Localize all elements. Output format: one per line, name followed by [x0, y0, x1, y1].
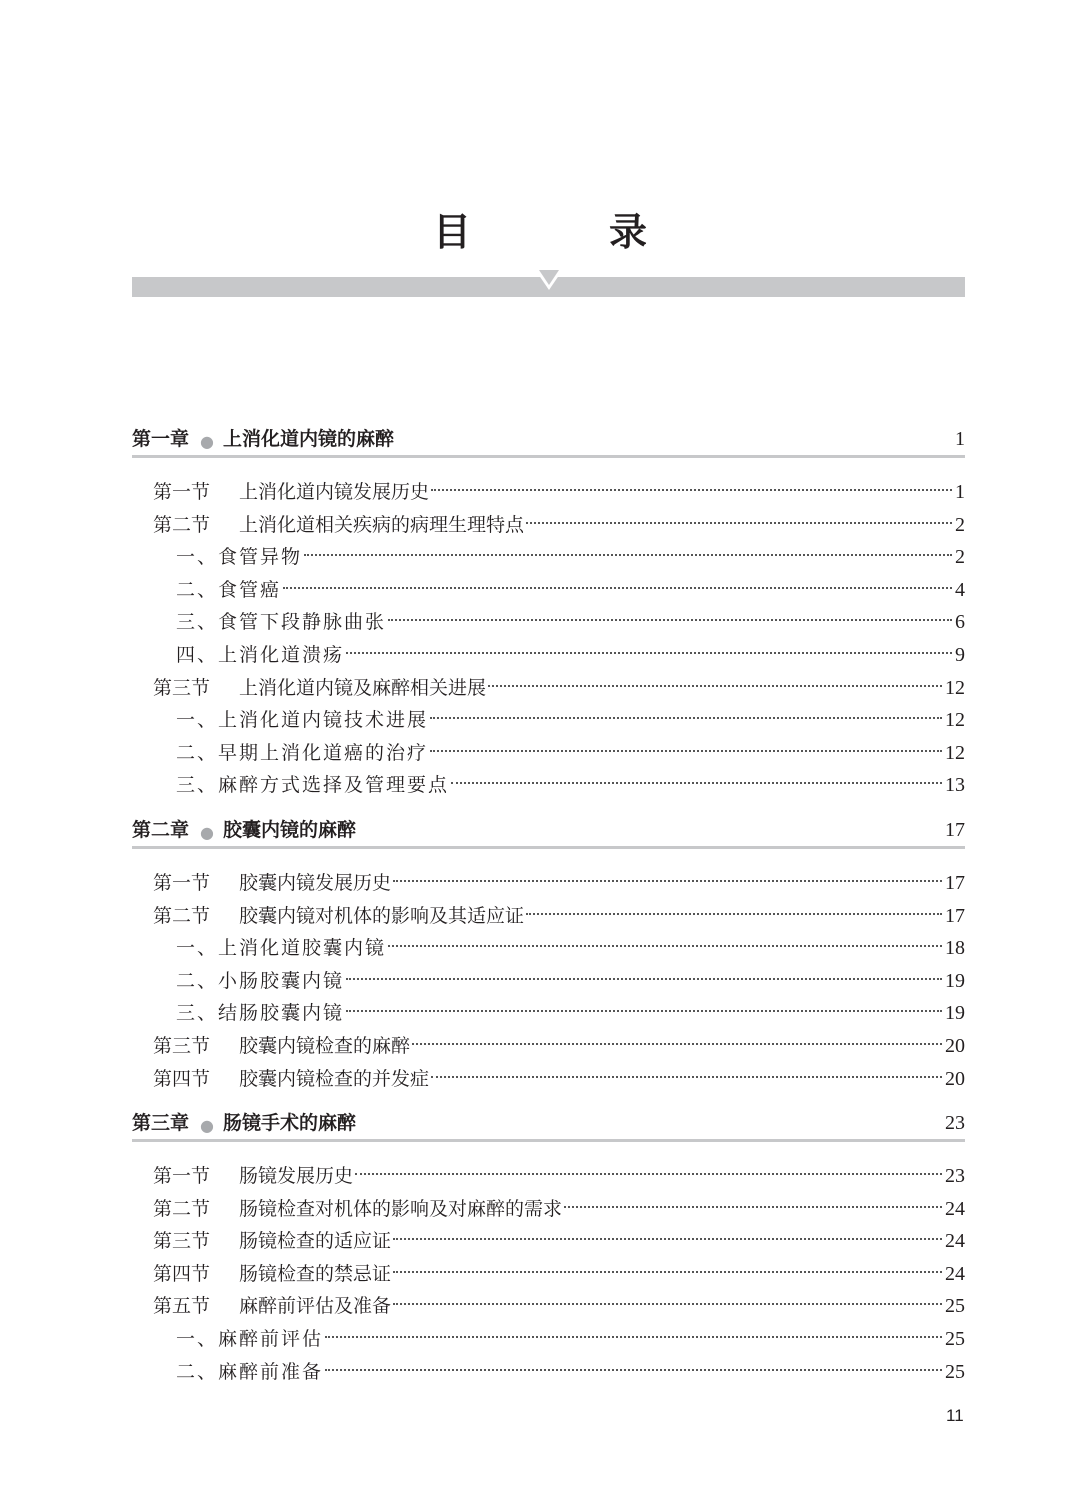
entry-page-number: 24: [945, 1230, 965, 1253]
dot-leader: [346, 652, 952, 654]
toc-subsection-entry[interactable]: [132, 997, 965, 1030]
entry-title: 肠镜检查对机体的影响及对麻醉的需求: [239, 1197, 563, 1220]
dot-leader: [526, 913, 942, 915]
section-number: 第五节: [153, 1295, 211, 1318]
entry-page-number: 25: [945, 1360, 965, 1383]
chapter-page-number: 17: [945, 818, 965, 841]
entry-title: 上消化道内镜发展历史: [239, 481, 430, 503]
entry-page-number: 13: [945, 774, 965, 797]
toc-subsection-entry[interactable]: [132, 1356, 965, 1389]
entry-title: 二、食管癌: [176, 578, 282, 601]
dot-leader: [393, 880, 942, 882]
chapter-page-number: 23: [945, 1112, 965, 1135]
chapter-title: 上消化道内镜的麻醉: [222, 428, 394, 450]
dot-leader: [526, 522, 952, 524]
chapter-title: 肠镜手术的麻醉: [222, 1112, 356, 1135]
toc-section-entry[interactable]: [132, 1258, 965, 1291]
bullet-icon: ●: [200, 1116, 214, 1136]
chapter-heading[interactable]: [132, 811, 965, 849]
entry-title: 上消化道内镜及麻醉相关进展: [239, 676, 487, 699]
toc-section-entry[interactable]: [132, 900, 965, 933]
dot-leader: [393, 1271, 942, 1273]
section-number: 第四节: [153, 1262, 211, 1285]
table-of-contents: [132, 420, 965, 1388]
toc-subsection-entry[interactable]: [132, 737, 965, 770]
entry-title: 胶囊内镜检查的并发症: [239, 1067, 430, 1090]
page-number: 11: [946, 1406, 964, 1425]
entry-title: 四、上消化道溃疡: [176, 643, 345, 666]
toc-subsection-entry[interactable]: [132, 606, 965, 639]
section-number: 第一节: [153, 481, 211, 503]
toc-section-entry[interactable]: [132, 1063, 965, 1096]
chapter-heading[interactable]: [132, 420, 965, 458]
dot-leader: [325, 1369, 942, 1371]
entry-page-number: 20: [945, 1067, 965, 1090]
chapter-number: 第三章: [132, 1112, 190, 1135]
entry-page-number: 17: [945, 904, 965, 927]
entry-title: 三、结肠胶囊内镜: [176, 1002, 345, 1025]
dot-leader: [388, 945, 942, 947]
entry-page-number: 23: [945, 1165, 965, 1188]
entry-page-number: 12: [945, 741, 965, 764]
section-number: 第二节: [153, 513, 211, 536]
entry-title: 一、麻醉前评估: [176, 1328, 324, 1351]
toc-section-entry[interactable]: [132, 476, 965, 509]
entry-page-number: 25: [945, 1328, 965, 1351]
entry-page-number: 12: [945, 676, 965, 699]
entry-title: 肠镜发展历史: [239, 1165, 354, 1188]
toc-subsection-entry[interactable]: [132, 704, 965, 737]
entry-title: 二、麻醉前准备: [176, 1360, 324, 1383]
dot-leader: [431, 1076, 942, 1078]
dot-leader: [283, 587, 952, 589]
entry-title: 三、麻醉方式选择及管理要点: [176, 774, 450, 797]
chapter-number: 第一章: [132, 428, 190, 450]
dot-leader: [346, 978, 942, 980]
entry-page-number: 24: [945, 1197, 965, 1220]
dot-leader: [412, 1043, 942, 1045]
section-number: 第二节: [153, 1197, 211, 1220]
toc-subsection-entry[interactable]: [132, 769, 965, 802]
dot-leader: [355, 1173, 942, 1175]
toc-section-entry[interactable]: [132, 1193, 965, 1226]
toc-section-entry[interactable]: [132, 1030, 965, 1063]
bullet-icon: ●: [200, 822, 214, 842]
entry-page-number: 19: [945, 1002, 965, 1025]
section-number: 第一节: [153, 1165, 211, 1188]
entry-title: 胶囊内镜检查的麻醉: [239, 1034, 411, 1057]
dot-leader: [304, 554, 952, 556]
dot-leader: [564, 1206, 942, 1208]
dot-leader: [431, 489, 952, 491]
entry-title: 胶囊内镜对机体的影响及其适应证: [239, 904, 525, 927]
entry-title: 肠镜检查的禁忌证: [239, 1262, 392, 1285]
dot-leader: [451, 782, 942, 784]
entry-page-number: 9: [955, 643, 965, 666]
toc-subsection-entry[interactable]: [132, 639, 965, 672]
entry-page-number: 6: [955, 611, 965, 634]
entry-title: 上消化道相关疾病的病理生理特点: [239, 513, 525, 536]
toc-section-entry[interactable]: [132, 1160, 965, 1193]
entry-page-number: 24: [945, 1262, 965, 1285]
entry-title: 胶囊内镜发展历史: [239, 871, 392, 894]
section-number: 第三节: [153, 1034, 211, 1057]
toc-subsection-entry[interactable]: [132, 574, 965, 607]
entry-title: 二、早期上消化道癌的治疗: [176, 741, 429, 764]
entry-page-number: 20: [945, 1034, 965, 1057]
bullet-icon: ●: [200, 432, 214, 451]
entry-title: 三、食管下段静脉曲张: [176, 611, 387, 634]
entry-title: 一、上消化道内镜技术进展: [176, 709, 429, 732]
toc-subsection-entry[interactable]: [132, 932, 965, 965]
dot-leader: [388, 619, 952, 621]
entry-page-number: 4: [955, 578, 965, 601]
entry-page-number: 2: [955, 546, 965, 569]
toc-section-entry[interactable]: [132, 1290, 965, 1323]
entry-title: 麻醉前评估及准备: [239, 1295, 392, 1318]
dot-leader: [393, 1238, 942, 1240]
entry-page-number: 17: [945, 871, 965, 894]
toc-section-entry[interactable]: [132, 867, 965, 900]
entry-title: 肠镜检查的适应证: [239, 1230, 392, 1253]
section-number: 第三节: [153, 676, 211, 699]
dot-leader: [488, 685, 942, 687]
section-number: 第二节: [153, 904, 211, 927]
chapter-title: 胶囊内镜的麻醉: [222, 818, 356, 841]
entry-page-number: 1: [955, 481, 965, 503]
dot-leader: [430, 717, 942, 719]
chapter-heading[interactable]: [132, 1104, 965, 1142]
dot-leader: [393, 1303, 942, 1305]
entry-page-number: 12: [945, 709, 965, 732]
entry-title: 二、小肠胶囊内镜: [176, 969, 345, 992]
toc-section-entry[interactable]: [132, 509, 965, 542]
section-number: 第一节: [153, 871, 211, 894]
chapter-page-number: 1: [955, 428, 965, 450]
toc-section-entry[interactable]: [132, 672, 965, 705]
entry-page-number: 19: [945, 969, 965, 992]
dot-leader: [346, 1010, 942, 1012]
section-number: 第四节: [153, 1067, 211, 1090]
entry-page-number: 18: [945, 937, 965, 960]
toc-section-entry[interactable]: [132, 1225, 965, 1258]
entry-title: 一、上消化道胶囊内镜: [176, 937, 387, 960]
page-title: 目 录: [432, 210, 697, 254]
dot-leader: [325, 1336, 942, 1338]
entry-page-number: 2: [955, 513, 965, 536]
dot-leader: [430, 750, 942, 752]
entry-title: 一、食管异物: [176, 546, 303, 569]
toc-subsection-entry[interactable]: [132, 1323, 965, 1356]
chapter-number: 第二章: [132, 818, 190, 841]
entry-page-number: 25: [945, 1295, 965, 1318]
section-number: 第三节: [153, 1230, 211, 1253]
toc-subsection-entry[interactable]: [132, 541, 965, 574]
toc-subsection-entry[interactable]: [132, 965, 965, 998]
title-divider-notch: [534, 268, 564, 292]
